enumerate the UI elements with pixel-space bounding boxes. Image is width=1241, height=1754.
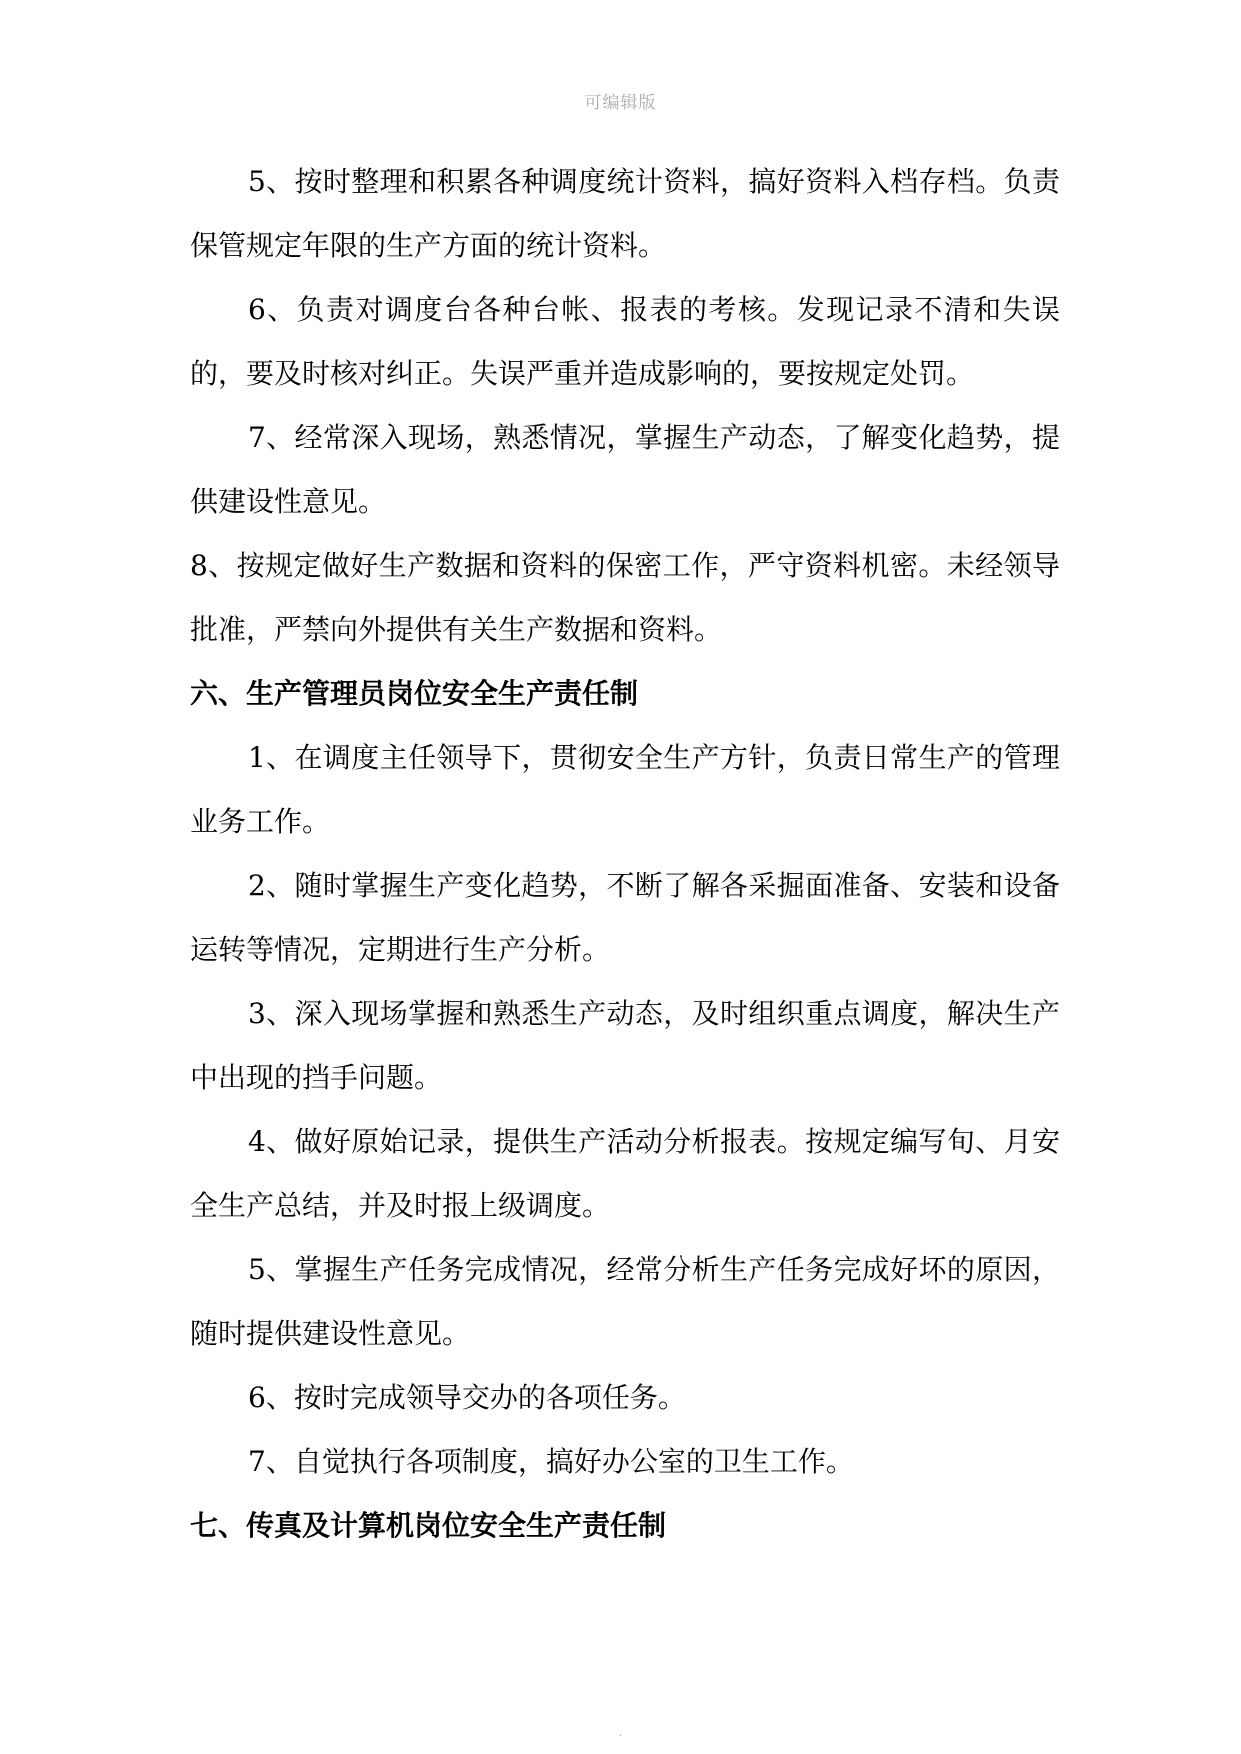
paragraph-item-6b: 6、按时完成领导交办的各项任务。 <box>248 1381 686 1414</box>
paragraph-item-6: 6、负责对调度台各种台帐、报表的考核。发现记录不清和失误的，要及时核对纠正。失误严重并造成影响的，要按规定处罚。 <box>190 293 1060 390</box>
section-heading-7: 七、传真及计算机岗位安全生产责任制 <box>190 1509 667 1542</box>
document-body <box>190 150 1060 1558</box>
paragraph-item-5b: 5、掌握生产任务完成情况，经常分析生产任务完成好坏的原因，随时提供建设性意见。 <box>190 1253 1060 1350</box>
paragraph-item-2: 2、随时掌握生产变化趋势，不断了解各采掘面准备、安装和设备运转等情况，定期进行生产分析。 <box>190 869 1060 966</box>
page-footer-mark: . <box>618 1728 623 1739</box>
paragraph-item-3: 3、深入现场掌握和熟悉生产动态，及时组织重点调度，解决生产中出现的挡手问题。 <box>190 997 1060 1094</box>
paragraph-item-1: 1、在调度主任领导下，贯彻安全生产方针，负责日常生产的管理业务工作。 <box>190 741 1060 838</box>
paragraph-item-7: 7、经常深入现场，熟悉情况，掌握生产动态，了解变化趋势，提供建设性意见。 <box>190 421 1060 518</box>
paragraph-item-7b: 7、自觉执行各项制度，搞好办公室的卫生工作。 <box>248 1445 854 1478</box>
paragraph-item-5: 5、按时整理和积累各种调度统计资料，搞好资料入档存档。负责保管规定年限的生产方面的统计资料。 <box>190 165 1060 262</box>
paragraph-item-4: 4、做好原始记录，提供生产活动分析报表。按规定编写旬、月安全生产总结，并及时报上级调度。 <box>190 1125 1060 1222</box>
page-header-note: 可编辑版 <box>584 93 657 113</box>
section-heading-6: 六、生产管理员岗位安全生产责任制 <box>190 677 639 710</box>
paragraph-item-8: 8、按规定做好生产数据和资料的保密工作，严守资料机密。未经领导批准，严禁向外提供有关生产数据和资料。 <box>190 549 1060 646</box>
